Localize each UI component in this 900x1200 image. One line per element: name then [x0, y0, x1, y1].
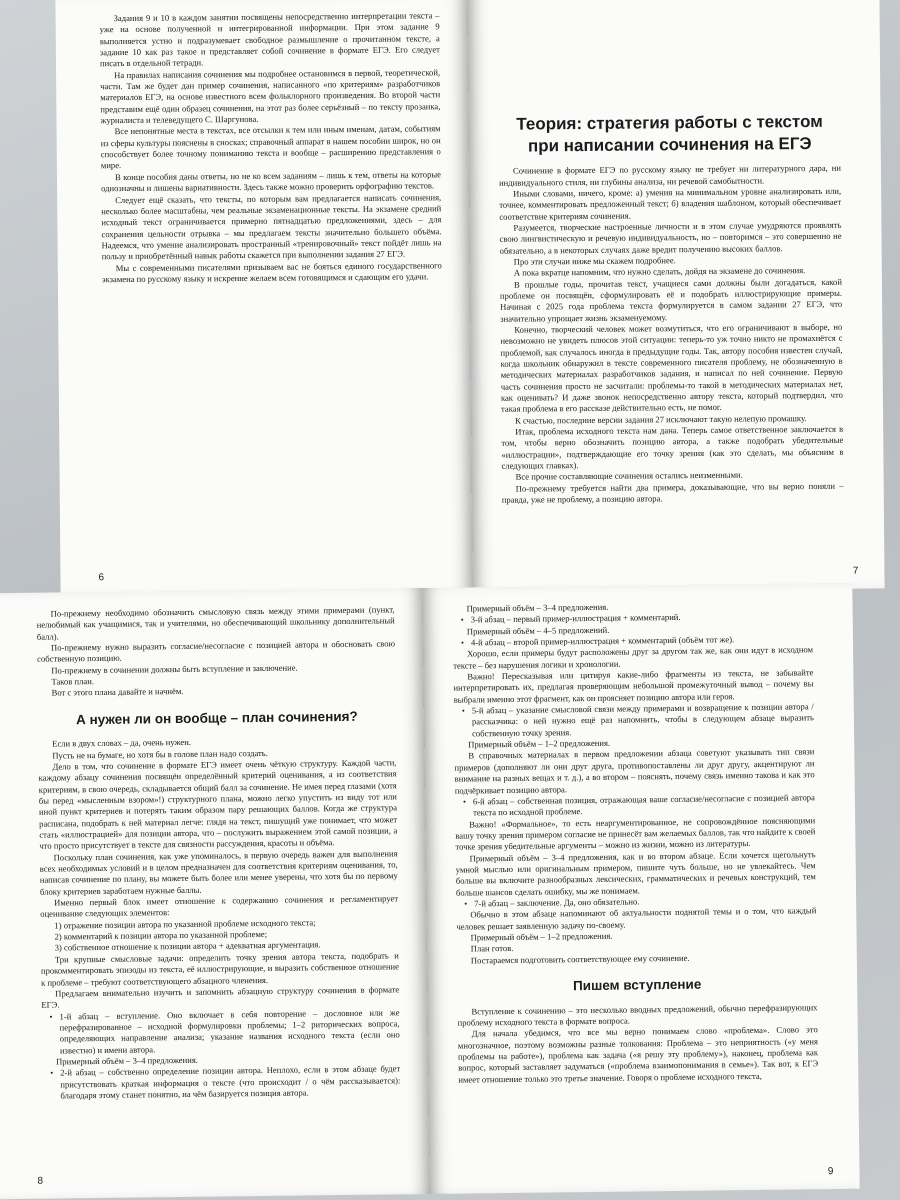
paragraph: Примерный объём – 3–4 предложения, как и во втором абзаце. Если хочется щегольнуть умной мыслью или оригинальным примером, пишите чуть больше, но не увлекайтесь. Чем больше вы включите разнообразных лексических, грамматических и речевых конструкций, тем больше шансов сделать ошибку, мы же понимаем.	[455, 848, 816, 898]
page-9	[422, 583, 859, 1194]
page-7-text	[498, 7, 845, 558]
paragraph: План готов.	[470, 943, 514, 954]
paragraph: 2) комментарий к позиции автора по указанной проблеме;	[54, 929, 268, 942]
paragraph: Примерный объём – 4–5 предложений.	[466, 624, 610, 637]
paragraph: Именно первый блок имеет отношение к содержанию сочинения и регламентирует оценивание следующих элементов:	[40, 893, 399, 920]
page-number: 7	[852, 565, 859, 577]
paragraph: Следует ещё сказать, что тексты, по которым вам предлагается написать сочинения, несколько более масштабны, чем реальные экзаменационные тексты. На экзамене средний исходный текст ограничивается примерно пятнадцатью предложениями, здесь – для сохранения цельности отрывка – мы предлагаем тексты значительно большего объёма. Надеемся, что умение анализировать пространный «тренировочный» текст пойдёт лишь на пользу и приобретённый навык работы скажется при выполнении задания 27 ЕГЭ.	[101, 191, 442, 262]
page-8	[0, 588, 430, 1199]
paragraph: По-прежнему нужно выразить согласие/несогласие с позицией автора и обосновать свою собственную позицию.	[37, 638, 396, 665]
paragraph: По-прежнему необходимо обозначить смысловую связь между этими примерами (пункт, нелюбимый как учащимися, так и учителями, но обеспечивающий школьнику дополнительный балл).	[36, 604, 395, 642]
paragraph: • 4-й абзац – второй пример-иллюстрация + комментарий (объём тот же).	[453, 633, 813, 649]
paragraph: Важно! Пересказывая или цитируя какие-либо фрагменты из текста, не забывайте интерпретировать их, предлагая проверяющим небольшой промежуточный вывод – почему вы выбрали именно этот фрагмент, как он проясняет позицию автора или героя.	[453, 667, 814, 705]
paragraph: В конце пособия даны ответы, но не ко всем заданиям – лишь к тем, ответы на которые однозначны и лишены вариативности. Здесь также можно проверить орфографию текстов.	[101, 169, 442, 194]
top-book-spread	[55, 0, 884, 596]
paragraph: Если в двух словах – да, очень нужен.	[52, 737, 191, 749]
paragraph: Итак, проблема исходного текста нам дана. Теперь самое ответственное заключается в том, чтобы верно обозначить позицию автора, а также подобрать убедительные «иллюстрации», подтверждающие его точку зрения (как это сделать, мы объясним в следующих главках).	[501, 423, 844, 471]
paragraph: Постараемся подготовить соответствующее ему сочинение.	[470, 952, 690, 966]
paragraph: • 5-й абзац – указание смысловой связи между примерами и возвращение к позиции автора / рассказчика: о ней нужно ещё раз напомнить, чтобы в следующем абзаце выразить собственную точку зрения.	[454, 701, 814, 739]
section-heading-plan: А нужен ли он вообще – план сочинения?	[75, 708, 358, 728]
paragraph: В справочных материалах в первом предложении абзаца советуют указывать тип связи примеров (дополняют ли они друг друга, противопоставлены ли друг другу, акцентируют ли внимание на разных вещах и т. д.), а во втором – пояснять, почему связь именно такова и как это подчёркивает позицию автора.	[454, 746, 815, 796]
paragraph: Примерный объём – 3–4 предложения.	[466, 601, 609, 614]
paragraph: Вступление к сочинению – это несколько вводных предложений, обычно перефразирующих проблему исходного текста в формате вопроса.	[457, 1001, 818, 1028]
paragraph: 3) собственное отношение к позиции автора + адекватная аргументация.	[54, 939, 321, 954]
paragraph: 1) отражение позиции автора по указанной проблеме исходного текста;	[54, 917, 316, 931]
paragraph: Сочинение в формате ЕГЭ по русскому языку не требует ни литературного дара, ни индивидуального стиля, ни глубины анализа, ни речевой самобытности.	[498, 162, 841, 188]
paragraph: Про эти случаи ниже мы скажем подробнее.	[513, 255, 676, 267]
paragraph: • 3-й абзац – первый пример-иллюстрация + комментарий.	[453, 611, 813, 627]
paragraph: Задания 9 и 10 в каждом занятии посвящены непосредственно интерпретации текста – уже на основе полученной и интегрированной информации. При этом задание 9 выполняется устно и подразумевает свободное размышление о прочитанном тексте, а задание 10 как раз такое и представляет собой сочинение в формате ЕГЭ. Его следует писать в отдельной тетради.	[99, 10, 440, 69]
page-7	[467, 0, 884, 592]
page-number: 6	[98, 572, 105, 584]
paragraph: Примерный объём – 3–4 предложения.	[55, 1054, 198, 1067]
chapter-heading: Теория: стратегия работы с текстом при написании сочинения на ЕГЭ	[516, 111, 823, 156]
paragraph: Важно! «Формальное», то есть неаргументированное, не сопровождённое поясняющими вашу точку зрения примером согласие не принесёт вам желаемых баллов, так что найдите к своей точке зрения убедительные аргументы – можно из жизни, можно из литературы.	[455, 814, 816, 852]
page-6	[55, 0, 472, 596]
paragraph: А пока вкратце напомним, что нужно сделать, дойдя на экзамене до сочинения.	[513, 265, 806, 278]
page-9-text	[452, 599, 819, 1159]
paragraph: Обычно в этом абзаце напоминают об актуальности поднятой темы и о том, что каждый человек решает заявленную задачу по-своему.	[456, 905, 817, 932]
paragraph: По-прежнему требуется найти два примера, доказывающие, что вы верно поняли – правда, уже не проблему, а позицию автора.	[501, 480, 844, 505]
paragraph: Иными словами, ничего, кроме: а) умения на минимальном уровне анализировать или, точнее, комментировать предложенный текст; б) владения шаблоном, который обеспечивает соответствие критериям сочинения.	[499, 185, 842, 222]
paragraph: Примерный объём – 1–2 предложения.	[470, 930, 613, 943]
page-6-text	[100, 10, 445, 561]
paragraph: Конечно, творческий человек может возмутиться, что его ограничивают в выборе, но невозможно не увидеть плюсов этой ситуации: теперь-то уж точно никто не промахнётся с проблемой, как случалось иногда в предыдущие годы. Так, автору пособия известен случай, когда школьник обнаружил в тексте современного писателя проблему, не обозначенную в методических материалах разработчиков задания, и написал по ней сочинение. Первую часть сочинения просто не засчитали: проблемы-то такой в методических материалах нет, как оценивать? И даже звонок непосредственно автору текста, который подтвердил, что такая проблема в его рассказе действительно есть, не помог.	[500, 321, 843, 415]
page-number: 9	[827, 1166, 834, 1178]
paragraph: В прошлые годы, прочитав текст, учащиеся сами должны были догадаться, какой проблеме он посвящён, сформулировать её и подобрать иллюстрирующие примеры. Начиная с 2025 года проблема текста формулируется в самом задании 27 ЕГЭ, что значительно упрощает жизнь экзаменуемому.	[499, 276, 843, 324]
paragraph: Хорошо, если примеры будут расположены друг за другом так же, как они идут в исходном тексте – без нарушения логики и хронологии.	[453, 644, 814, 671]
paragraph: • 2-й абзац – собственно определение позиции автора. Неплохо, если в этом абзаце будет присутствовать краткая информация о тексте (что происходит / о чём рассказывается): благодаря этому станет понятно, на чём базируется позиция автора.	[42, 1064, 400, 1102]
paragraph: К счастью, последние версии задания 27 исключают такую нелепую промашку.	[515, 412, 807, 426]
paragraph: Разумеется, творческие настроенные личности и в этом случае умудряются проявлять свою лингвистическую и речевую индивидуальность, но – повторимся – это совершенно не обязательно, а в некоторых случаях даже вредит получению высоких баллов.	[499, 219, 842, 256]
paragraph: Поскольку план сочинения, как уже упоминалось, в первую очередь важен для выполнения всех необходимых условий и в целом предназначен для соответствия критериям оценивания, то, написав сочинение по плану, вы можете быть более или менее уверены, что хотя бы по первому блоку критериев заработаем нужные баллы.	[39, 848, 398, 897]
page-number: 8	[37, 1175, 44, 1187]
paragraph: По-прежнему в сочинении должны быть вступление и заключение.	[51, 662, 298, 676]
paragraph: Для начала убедимся, что все мы верно понимаем слово «проблема». Слово это многозначное, поэтому возможны разные толкования: Проблема – это неприятность («у меня проблемы на работе»), проблема как задача («я решу эту проблему»), наконец, проблема как вопрос, который заставляет задуматься («проблема взаимопонимания в семье»). Так вот, к ЕГЭ имеет отношение только это третье значение. Говоря о проблеме исходного текста,	[457, 1024, 819, 1085]
paragraph: Дело в том, что сочинение в формате ЕГЭ имеет очень чёткую структуру. Каждой части, каждому абзацу сочинения посвящён определённый критерий оценивания, а из соответствия критериям, в свою очередь, складывается общий балл за сочинение. Не имея перед глазами (хотя бы перед «мысленным взором»!) структурного плана, можно легко упустить из виду тот или иной пункт критериев и потерять таким образом пару решающих баллов. Когда же структура расписана, подобрать к ней материал легче: глядя на текст, пишущий уже понимает, что может стать «иллюстрацией» для позиции автора, что – послужить выражением этой самой позиции, а что просто присутствует в тексте для связности рассуждения, красоты и объёма.	[38, 757, 398, 852]
paragraph: Пусть не на бумаге, но хотя бы в голове план надо создать.	[52, 747, 268, 761]
paragraph: • 7-й абзац – заключение. Да, оно обязательно.	[456, 894, 816, 910]
paragraph: На правилах написания сочинения мы подробнее остановимся в первой, теоретической, части. Там же будет дан пример сочинения, написанного «по критериям» разработчиков материалов ЕГЭ, на основе известного всем фольклорного произведения. Во второй части представим ещё один образец сочинения, на этот раз более серьёзный – по тексту прозаика, журналиста и телеведущего С. Шаргунова.	[100, 66, 441, 126]
paragraph: Предлагаем внимательно изучить и запомнить абзацную структуру сочинения в формате ЕГЭ.	[41, 984, 400, 1010]
paragraph: Примерный объём – 1–2 предложения.	[468, 737, 611, 750]
paragraph: Мы с современными писателями призываем вас не бояться единого государственного экзамена по русскому языку и искренне желаем всем готовящимся и сдающим его удачи.	[101, 259, 442, 285]
bottom-book-spread	[0, 583, 860, 1199]
paragraph: Вот с этого плана давайте и начнём.	[51, 686, 184, 698]
paragraph: Таков план.	[51, 676, 95, 687]
paragraph: Три крупные смысловые задачи: определить точку зрения автора текста, подобрать и прокомментировать эпизоды из текста, её иллюстрирующие, и выразить собственное отношение к проблеме – требуют соответствующего абзацного членения.	[40, 950, 399, 988]
section-heading-intro: Пишем вступление	[572, 976, 702, 994]
paragraph: Все непонятные места в текстах, все отсылки к тем или иным именам, датам, событиям из сферы культуры пояснены в сносках; справочный аппарат в нашем пособии широк, но он способствует более точному пониманию текста и вообще – расширению представления о мире.	[100, 123, 441, 171]
page-8-text	[37, 604, 402, 1164]
paragraph: Все прочие составляющие сочинения остались неизменными.	[515, 470, 743, 483]
paragraph: • 6-й абзац – собственная позиция, отражающая ваше согласие/несогласие с позицией автора текста по исходной проблеме.	[455, 792, 815, 819]
paragraph: • 1-й абзац – вступление. Оно включает в себя повторение – дословное или же перефразированное – исходной формулировки проблемы; 1–2 риторических вопроса, определяющих направление анализа; указание названия исходного текста (если оно известно) и имени автора.	[41, 1007, 400, 1057]
